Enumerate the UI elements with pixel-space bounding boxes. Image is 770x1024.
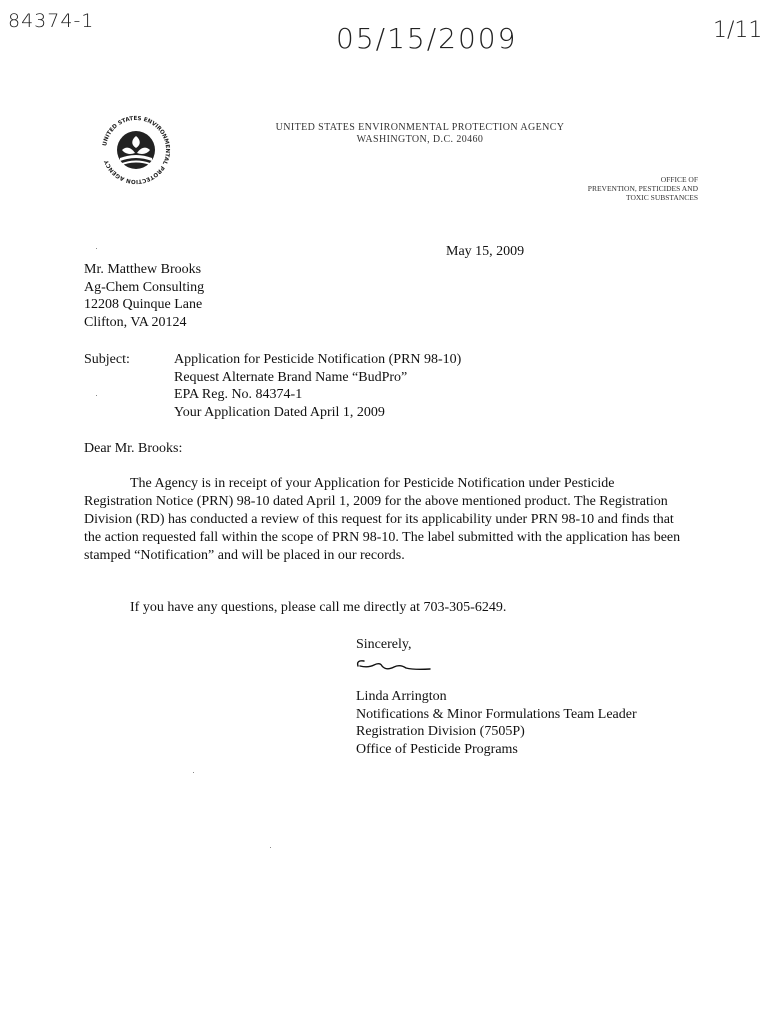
closing: Sincerely, — [356, 637, 412, 652]
office-designation — [520, 175, 698, 202]
address-line: 12208 Quinque Lane — [84, 297, 203, 313]
scan-speck — [96, 248, 97, 249]
handwritten-date: 05/15/2009 — [336, 22, 518, 55]
scan-speck — [270, 847, 271, 848]
subject-label: Subject: — [84, 352, 130, 367]
office-line: PREVENTION, PESTICIDES AND — [587, 184, 698, 193]
address-line: Ag-Chem Consulting — [84, 279, 205, 295]
subject-line: Application for Pesticide Notification (PRN 98-10) — [174, 352, 462, 367]
epa-seal-logo — [98, 112, 174, 188]
signatory-name: Linda Arrington — [356, 689, 447, 704]
svg-text:UNITED STATES ENVIRONMENTAL PR: UNITED STATES ENVIRONMENTAL PROTECTION AGENCY — [102, 115, 171, 185]
salutation: Dear Mr. Brooks: — [84, 441, 183, 456]
signatory-division: Registration Division (7505P) — [356, 724, 525, 740]
signatory-office: Office of Pesticide Programs — [356, 741, 518, 757]
scan-speck — [96, 395, 97, 396]
agency-name-header: UNITED STATES ENVIRONMENTAL PROTECTION AGENCY — [275, 122, 565, 133]
signatory-title: Notifications & Minor Formulations Team Leader — [356, 706, 637, 722]
subject-line: Request Alternate Brand Name “BudPro” — [174, 369, 408, 385]
signature — [354, 654, 434, 676]
scan-speck — [193, 772, 194, 773]
address-line: Mr. Matthew Brooks — [84, 262, 202, 277]
handwritten-page-number: 1/11 — [713, 18, 763, 43]
subject-line: Your Application Dated April 1, 2009 — [174, 404, 385, 420]
subject-line: EPA Reg. No. 84374-1 — [174, 387, 303, 403]
letter-date: May 15, 2009 — [446, 244, 525, 259]
office-line: OFFICE OF — [660, 175, 698, 184]
body-paragraph-contact: If you have any questions, please call me directly at 703-305-6249. — [130, 600, 507, 615]
subject-lines — [174, 351, 461, 421]
recipient-address — [84, 261, 204, 331]
office-line: TOXIC SUBSTANCES — [626, 193, 698, 202]
handwritten-file-number: 84374-1 — [8, 10, 95, 32]
signature-block — [356, 688, 637, 758]
agency-address-header: WASHINGTON, D.C. 20460 — [356, 134, 484, 145]
address-line: Clifton, VA 20124 — [84, 314, 187, 330]
body-paragraph: The Agency is in receipt of your Application for Pesticide Notification under Pesticide Registration Notice (PRN) 98-10 dated April 1, 2009 for the above mentioned product. The Registration Division (RD) has conducted a review of this request for its applicability under PRN 98-10 and finds that the action requested fall within the scope of PRN 98-10. The label submitted with the application has been stamped “Notification” and will be placed in our records. — [84, 476, 681, 563]
